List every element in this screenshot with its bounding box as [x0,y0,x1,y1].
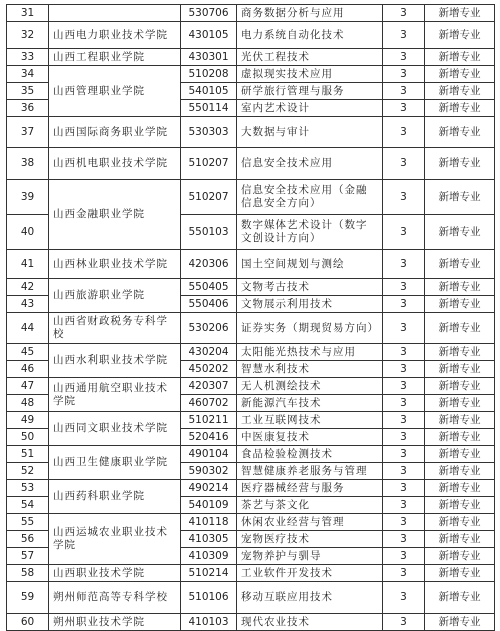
row-number: 31 [7,5,49,22]
study-years: 3 [383,100,425,117]
change-type: 新增专业 [425,548,495,565]
study-years: 3 [383,463,425,480]
study-years: 3 [383,215,425,250]
row-number: 41 [7,250,49,279]
change-type: 新增专业 [425,614,495,631]
change-type: 新增专业 [425,565,495,582]
school-cell: 山西林业职业技术学院 [49,250,181,279]
study-years: 3 [383,582,425,614]
study-years: 3 [383,361,425,378]
major-code: 420307 [181,378,237,395]
row-number: 33 [7,49,49,66]
row-number: 52 [7,463,49,480]
change-type: 新增专业 [425,429,495,446]
major-code: 550103 [181,215,237,250]
major-code: 430204 [181,344,237,361]
school-cell: 山西同文职业技术学院 [49,412,181,446]
major-name: 信息安全技术应用（金融信息安全方向） [237,180,383,215]
major-name: 茶艺与茶文化 [237,497,383,514]
school-cell: 山西通用航空职业技术学院 [49,378,181,412]
study-years: 3 [383,446,425,463]
major-code: 450202 [181,361,237,378]
major-code: 420306 [181,250,237,279]
major-name: 中医康复技术 [237,429,383,446]
major-name: 宠物养护与驯导 [237,548,383,565]
school-cell: 山西电力职业技术学院 [49,22,181,49]
major-code: 510214 [181,565,237,582]
school-cell [49,5,181,22]
change-type: 新增专业 [425,463,495,480]
table-row [7,446,495,463]
study-years: 3 [383,117,425,148]
school-cell: 山西机电职业技术学院 [49,148,181,180]
change-type: 新增专业 [425,514,495,531]
study-years: 3 [383,497,425,514]
row-number: 42 [7,279,49,296]
row-number: 46 [7,361,49,378]
major-code: 490214 [181,480,237,497]
row-number: 32 [7,22,49,49]
study-years: 3 [383,548,425,565]
row-number: 57 [7,548,49,565]
major-name: 室内艺术设计 [237,100,383,117]
table-row [7,344,495,361]
major-code: 430301 [181,49,237,66]
school-cell: 山西工程职业学院 [49,49,181,66]
study-years: 3 [383,250,425,279]
school-cell: 朔州职业技术学院 [49,614,181,631]
study-years: 3 [383,66,425,83]
major-code: 550406 [181,296,237,313]
change-type: 新增专业 [425,279,495,296]
row-number: 53 [7,480,49,497]
change-type: 新增专业 [425,83,495,100]
major-name: 智慧健康养老服务与管理 [237,463,383,480]
table-row [7,66,495,83]
major-name: 大数据与审计 [237,117,383,148]
major-code: 540105 [181,83,237,100]
change-type: 新增专业 [425,446,495,463]
school-cell: 山西职业技术学院 [49,565,181,582]
major-name: 光伏工程技术 [237,49,383,66]
row-number: 39 [7,180,49,215]
major-code: 590302 [181,463,237,480]
table-row [7,614,495,631]
row-number: 38 [7,148,49,180]
study-years: 3 [383,614,425,631]
major-code: 530206 [181,313,237,344]
major-name: 智慧水利技术 [237,361,383,378]
major-code: 510106 [181,582,237,614]
major-code: 430105 [181,22,237,49]
major-code: 410118 [181,514,237,531]
major-name: 研学旅行管理与服务 [237,83,383,100]
study-years: 3 [383,531,425,548]
row-number: 45 [7,344,49,361]
row-number: 54 [7,497,49,514]
change-type: 新增专业 [425,148,495,180]
change-type: 新增专业 [425,361,495,378]
change-type: 新增专业 [425,250,495,279]
major-code: 520416 [181,429,237,446]
major-code: 410305 [181,531,237,548]
school-cell: 山西管理职业学院 [49,66,181,117]
change-type: 新增专业 [425,344,495,361]
school-cell: 山西卫生健康职业学院 [49,446,181,480]
major-name: 无人机测绘技术 [237,378,383,395]
study-years: 3 [383,514,425,531]
major-code: 410309 [181,548,237,565]
change-type: 新增专业 [425,412,495,429]
major-name: 移动互联应用技术 [237,582,383,614]
study-years: 3 [383,429,425,446]
major-code: 550114 [181,100,237,117]
row-number: 51 [7,446,49,463]
table-row [7,180,495,215]
school-cell: 山西旅游职业学院 [49,279,181,313]
change-type: 新增专业 [425,22,495,49]
table-row [7,49,495,66]
change-type: 新增专业 [425,313,495,344]
table-row [7,378,495,395]
major-name: 医疗器械经营与服务 [237,480,383,497]
row-number: 60 [7,614,49,631]
major-name: 太阳能光热技术与应用 [237,344,383,361]
major-code: 510207 [181,148,237,180]
change-type: 新增专业 [425,531,495,548]
change-type: 新增专业 [425,215,495,250]
study-years: 3 [383,22,425,49]
row-number: 50 [7,429,49,446]
study-years: 3 [383,180,425,215]
row-number: 55 [7,514,49,531]
major-name: 虚拟现实技术应用 [237,66,383,83]
row-number: 34 [7,66,49,83]
school-cell: 山西金融职业学院 [49,180,181,250]
change-type: 新增专业 [425,395,495,412]
study-years: 3 [383,5,425,22]
change-type: 新增专业 [425,582,495,614]
major-code: 510207 [181,180,237,215]
major-code: 410103 [181,614,237,631]
study-years: 3 [383,148,425,180]
major-name: 食品检验检测技术 [237,446,383,463]
change-type: 新增专业 [425,497,495,514]
row-number: 49 [7,412,49,429]
change-type: 新增专业 [425,117,495,148]
major-name: 信息安全技术应用 [237,148,383,180]
row-number: 36 [7,100,49,117]
table-row [7,412,495,429]
school-cell: 山西运城农业职业技术学院 [49,514,181,565]
table-row [7,565,495,582]
major-name: 工业软件开发技术 [237,565,383,582]
study-years: 3 [383,83,425,100]
major-name: 证券实务（期现贸易方向） [237,313,383,344]
major-name: 宠物医疗技术 [237,531,383,548]
study-years: 3 [383,565,425,582]
major-name: 数字媒体艺术设计（数字文创设计方向） [237,215,383,250]
study-years: 3 [383,412,425,429]
change-type: 新增专业 [425,5,495,22]
table-row [7,514,495,531]
major-code: 510208 [181,66,237,83]
school-cell: 山西国际商务职业学院 [49,117,181,148]
table-row [7,117,495,148]
row-number: 35 [7,83,49,100]
study-years: 3 [383,378,425,395]
school-cell: 山西药科职业学院 [49,480,181,514]
major-name: 休闲农业经营与管理 [237,514,383,531]
row-number: 43 [7,296,49,313]
school-cell: 山西水利职业技术学院 [49,344,181,378]
row-number: 47 [7,378,49,395]
study-years: 3 [383,344,425,361]
table-row [7,480,495,497]
change-type: 新增专业 [425,480,495,497]
major-code: 540109 [181,497,237,514]
study-years: 3 [383,480,425,497]
table-row [7,250,495,279]
table-row [7,5,495,22]
major-name: 国土空间规划与测绘 [237,250,383,279]
major-code: 530706 [181,5,237,22]
major-name: 商务数据分析与应用 [237,5,383,22]
change-type: 新增专业 [425,180,495,215]
major-code: 510211 [181,412,237,429]
major-name: 新能源汽车技术 [237,395,383,412]
study-years: 3 [383,313,425,344]
table-row [7,148,495,180]
row-number: 48 [7,395,49,412]
table-row [7,279,495,296]
change-type: 新增专业 [425,49,495,66]
major-name: 工业互联网技术 [237,412,383,429]
study-years: 3 [383,395,425,412]
school-cell: 山西省财政税务专科学校 [49,313,181,344]
major-name: 文物考古技术 [237,279,383,296]
row-number: 56 [7,531,49,548]
row-number: 40 [7,215,49,250]
table-row [7,313,495,344]
study-years: 3 [383,279,425,296]
study-years: 3 [383,49,425,66]
specialty-table [6,4,495,631]
major-code: 490104 [181,446,237,463]
major-name: 文物展示利用技术 [237,296,383,313]
row-number: 58 [7,565,49,582]
major-name: 现代农业技术 [237,614,383,631]
major-code: 530303 [181,117,237,148]
row-number: 37 [7,117,49,148]
major-code: 550405 [181,279,237,296]
change-type: 新增专业 [425,100,495,117]
table-row [7,22,495,49]
major-code: 460702 [181,395,237,412]
major-name: 电力系统自动化技术 [237,22,383,49]
school-cell: 朔州师范高等专科学校 [49,582,181,614]
change-type: 新增专业 [425,66,495,83]
change-type: 新增专业 [425,378,495,395]
study-years: 3 [383,296,425,313]
change-type: 新增专业 [425,296,495,313]
row-number: 59 [7,582,49,614]
row-number: 44 [7,313,49,344]
